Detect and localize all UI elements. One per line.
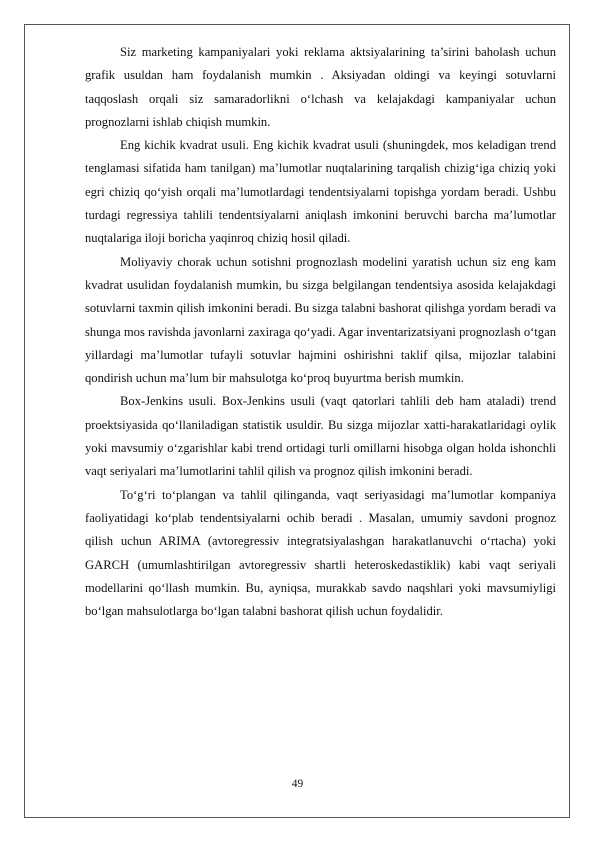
paragraph-marketing-campaigns: Siz marketing kampaniyalari yoki reklama aktsiyalarining ta’sirini baholash uchun grafik usuldan ham foydalanish mumkin . Aksiyadan oldingi va keyingi sotuvlarni taqqoslash orqali siz samaradorlikni o‘lchash va kelajakdagi kampaniyalar uchun prognozlarni ishlab chiqish mumkin.: [85, 45, 556, 129]
paragraph-box-jenkins: Box-Jenkins usuli. Box-Jenkins usuli (vaqt qatorlari tahlili deb ham ataladi) trend proektsiyasida qo‘llaniladigan statistik usuldir. Bu sizga mijozlar xatti-harakatlaridagi oylik yoki mavsumiy o‘zgarishlar kabi trend ortidagi turli omillarni hisobga olgan holda ishonchli vaqt seriyalari ma’lumotlarini tahlil qilish va prognoz qilish imkonini beradi.: [85, 394, 556, 479]
paragraph-sales-forecast: Moliyaviy chorak uchun sotishni prognozlash modelini yaratish uchun siz eng kam kvadrat usulidan foydalanish mumkin, bu sizga belgilangan tendentsiya asosida kelajakdagi sotuvlarni taxmin qilish imkonini beradi. Bu sizga talabni bashorat qilishga yordam beradi va shunga mos ravishda javonlarni zaxiraga qo‘yadi. Agar inventarizatsiyani prognozlash o‘tgan yillardagi ma’lumotlar tufayli sotuvlar hajmini oshirishni taklif qilsa, mijozlar talabini qondirish uchun ma’lum bir mahsulotga ko‘proq buyurtma berish mumkin.: [85, 254, 556, 386]
document-body: [85, 41, 556, 623]
page-number: 49: [291, 778, 304, 790]
paragraph-least-squares: Eng kichik kvadrat usuli. Eng kichik kvadrat usuli (shuningdek, mos keladigan trend tenglamasi sifatida ham tanilgan) ma’lumotlar nuqtalarining tarqalish chizig‘iga chiziq yoki egri chiziq qo‘yish orqali ma’lumotlardagi tendentsiyalarni topishga yordam beradi. Ushbu turdagi regressiya tahlili tendentsiyalarni aniqlash imkonini beruvchi barcha ma’lumotlar nuqtalariga iloji boricha yaqinroq chiziq hosil qiladi.: [85, 138, 556, 246]
paragraph-time-series: To‘g‘ri to‘plangan va tahlil qilinganda, vaqt seriyasidagi ma’lumotlar kompaniya faoliyatidagi ko‘plab tendentsiyalarni ochib beradi . Masalan, umumiy savdoni prognoz qilish uchun ARIMA (avtoregressiv integratsiyalashgan harakatlanuvchi o‘rtacha) yoki GARCH (umumlashtirilgan avtoregressiv shartli heteroskedastiklik) kabi vaqt seriyali modellarini qo‘llash mumkin. Bu, ayniqsa, murakkab savdo naqshlari yoki mavsumiyligi bo‘lgan mahsulotlarga bo‘lgan talabni bashorat qilish uchun foydalidir.: [85, 487, 556, 619]
